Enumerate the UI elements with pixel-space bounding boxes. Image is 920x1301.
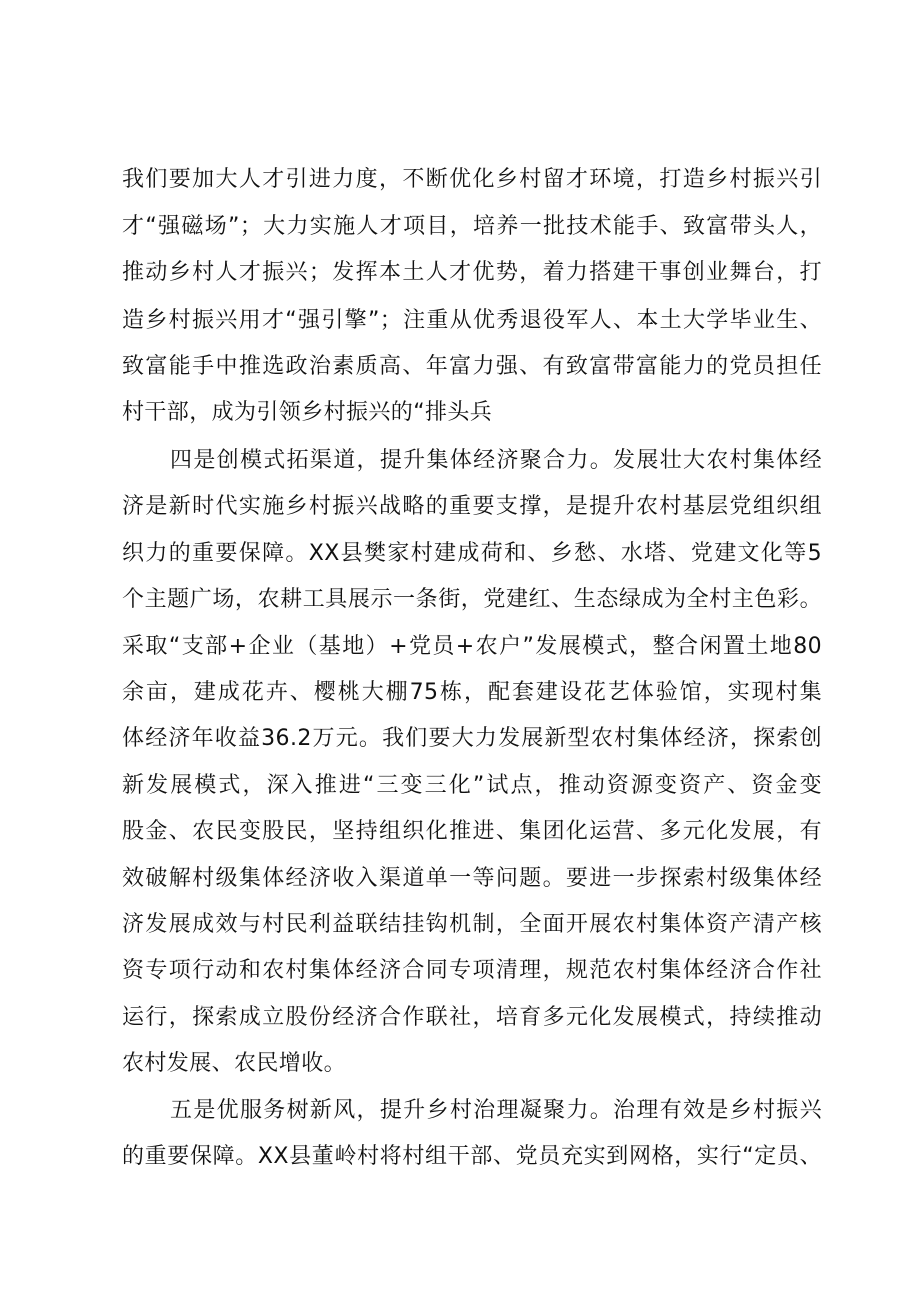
- text-line: 推动乡村人才振兴；发挥本土人才优势，着力搭建干事创业舞台，打: [122, 260, 822, 285]
- text-line: 农村发展、农民增收。: [122, 1051, 347, 1076]
- text-line: 才“强磁场”；大力实施人才项目，培养一批技术能手、致富带头人，: [122, 214, 822, 239]
- text-line: 的重要保障。XX县董岭村将村组干部、党员充实到网格，实行“定员、: [122, 1144, 822, 1169]
- text-line: 运行，探索成立股份经济合作联社，培育多元化发展模式，持续推动: [122, 1005, 822, 1030]
- text-line: 致富能手中推选政治素质高、年富力强、有致富带富能力的党员担任: [122, 354, 822, 379]
- text-line: 济是新时代实施乡村振兴战略的重要支撑，是提升农村基层党组织组: [122, 494, 822, 519]
- text-line: 采取“支部+企业（基地）+党员+农户”发展模式，整合闲置土地80: [122, 634, 822, 659]
- text-line: 余亩，建成花卉、樱桃大棚75栋，配套建设花艺体验馆，实现村集: [122, 680, 822, 705]
- text-line: 资专项行动和农村集体经济合同专项清理，规范农村集体经济合作社: [122, 958, 822, 983]
- text-line: 造乡村振兴用才“强引擎”；注重从优秀退役军人、本土大学毕业生、: [122, 308, 822, 333]
- paragraph-first-line: 四是创模式拓渠道，提升集体经济聚合力。发展壮大农村集体经: [170, 448, 822, 473]
- text-line: 我们要加大人才引进力度，不断优化乡村留才环境，打造乡村振兴引: [122, 167, 822, 192]
- text-line: 济发展成效与村民利益联结挂钩机制，全面开展农村集体资产清产核: [122, 912, 822, 937]
- text-line: 体经济年收益36.2万元。我们要大力发展新型农村集体经济，探索创: [122, 726, 822, 751]
- paragraph-first-line: 五是优服务树新风，提升乡村治理凝聚力。治理有效是乡村振兴: [170, 1098, 822, 1123]
- text-line: 织力的重要保障。XX县樊家村建成荷和、乡愁、水塔、党建文化等5: [122, 541, 822, 566]
- text-line: 村干部，成为引领乡村振兴的“排头兵: [122, 400, 493, 425]
- text-line: 个主题广场，农耕工具展示一条街，党建红、生态绿成为全村主色彩。: [122, 587, 822, 612]
- text-line: 效破解村级集体经济收入渠道单一等问题。要进一步探索村级集体经: [122, 866, 822, 891]
- text-line: 股金、农民变股民，坚持组织化推进、集团化运营、多元化发展，有: [122, 819, 822, 844]
- text-line: 新发展模式，深入推进“三变三化”试点，推动资源变资产、资金变: [122, 773, 822, 798]
